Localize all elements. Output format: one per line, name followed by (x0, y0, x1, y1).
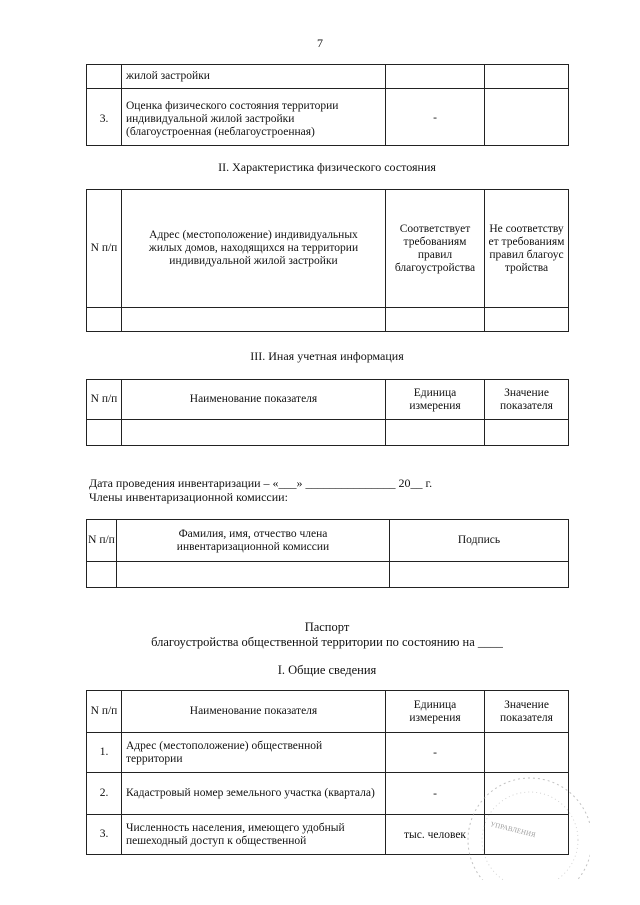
table-row (87, 89, 569, 146)
table-cell-num: 1. (87, 733, 122, 773)
table-row (87, 562, 569, 588)
passport-subtitle: благоустройства общественной территории по состоянию на ____ (151, 635, 503, 649)
table-cell-name: Адрес (местоположение) общественной территории (122, 733, 386, 773)
table-header-row (87, 380, 569, 420)
table-cell-unit: - (386, 773, 485, 815)
header-unit: Единица измерения (386, 691, 485, 733)
table-cell-name: Численность населения, имеющего удобный пешеходный доступ к общественной (122, 815, 386, 855)
commission-members-label: Члены инвентаризационной комиссии: (89, 490, 288, 504)
header-value: Значение показателя (485, 380, 569, 420)
table-cell-unit: - (386, 733, 485, 773)
passport-title: Паспорт (304, 620, 350, 634)
general-info-table (86, 690, 569, 855)
physical-condition-table (86, 189, 569, 332)
table-row (87, 815, 569, 855)
header-num: N п/п (87, 190, 122, 308)
page-number: 7 (317, 36, 323, 50)
table-cell-name: жилой застройки (122, 65, 386, 89)
table-row (87, 65, 569, 89)
table-row (87, 308, 569, 332)
section-title: III. Иная учетная информация (250, 349, 404, 363)
table-row (87, 773, 569, 815)
header-num: N п/п (87, 691, 122, 733)
table-row (87, 420, 569, 446)
table-cell-name: Кадастровый номер земельного участка (квартала) (122, 773, 386, 815)
header-sign: Подпись (390, 520, 569, 562)
header-fio: Фамилия, имя, отчество члена инвентаризационной комиссии (117, 520, 390, 562)
header-address: Адрес (местоположение) индивидуальных жилых домов, находящихся на территории индивидуальной жилой застройки (122, 190, 386, 308)
table-cell-num: 3. (87, 815, 122, 855)
table-cell-name: Оценка физического состояния территории индивидуальной жилой застройки (благоустроенная (неблагоустроенная) (122, 89, 386, 146)
header-name: Наименование показателя (122, 380, 386, 420)
header-name: Наименование показателя (122, 691, 386, 733)
header-not-complies: Не соответствует требованиям правил благоустройства (485, 190, 569, 308)
inventory-date-line: Дата проведения инвентаризации – «___» _______________ 20__ г. (89, 476, 433, 490)
section-title: II. Характеристика физического состояния (218, 160, 436, 174)
header-num: N п/п (87, 520, 117, 562)
table-row (87, 733, 569, 773)
commission-table (86, 519, 569, 588)
top-continuation-table (86, 64, 569, 146)
table-cell-num: 3. (87, 89, 122, 146)
table-header-row (87, 190, 569, 308)
header-value: Значение показателя (485, 691, 569, 733)
section-title: I. Общие сведения (277, 663, 377, 677)
table-header-row (87, 520, 569, 562)
table-cell-unit: тыс. человек (386, 815, 485, 855)
header-num: N п/п (87, 380, 122, 420)
header-unit: Единица измерения (386, 380, 485, 420)
table-header-row (87, 691, 569, 733)
header-complies: Соответствует требованиям правил благоустройства (386, 190, 485, 308)
other-info-table (86, 379, 569, 446)
table-cell-num: 2. (87, 773, 122, 815)
table-cell-unit: - (386, 89, 485, 146)
stamp-text: УПРАВЛЕНИЯ (489, 820, 537, 840)
